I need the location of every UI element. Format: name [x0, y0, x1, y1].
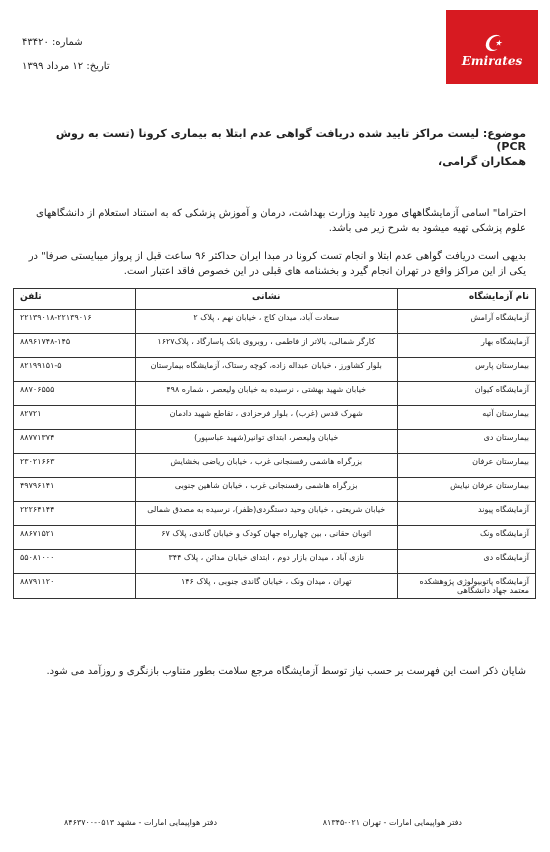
table-row: [14, 406, 536, 430]
lab-name: آزمایشگاه کیوان: [397, 382, 535, 406]
table-row: [14, 478, 536, 502]
table-row: [14, 334, 536, 358]
lab-name: بیمارستان دی: [397, 430, 535, 454]
lab-name: بیمارستان عرفان: [397, 454, 535, 478]
lab-phone: ۸۲۷۲۱: [14, 406, 136, 430]
letter-number: شماره: ۴۳۴۲۰: [22, 37, 83, 48]
lab-phone: ۲۳۰۲۱۶۶۳: [14, 454, 136, 478]
lab-name: بیمارستان آتیه: [397, 406, 535, 430]
lab-address: شهرک قدس (غرب) ، بلوار فرحزادی ، تقاطع شهید دادمان: [135, 406, 397, 430]
lab-phone: ۸۸۶۷۱۵۲۱: [14, 526, 136, 550]
table-row: [14, 550, 536, 574]
table-row: [14, 382, 536, 406]
letter-date: تاریخ: ۱۲ مرداد ۱۳۹۹: [22, 61, 110, 72]
lab-name: آزمایشگاه دی: [397, 550, 535, 574]
lab-address: بزرگراه هاشمی رفسنجانی غرب ، خیابان ریاضی بخشایش: [135, 454, 397, 478]
lab-name: آزمایشگاه بهار: [397, 334, 535, 358]
lab-name: بیمارستان عرفان نیایش: [397, 478, 535, 502]
letter-subject: موضوع: لیست مراکز تایید شده دریافت گواهی عدم ابتلا به بیماری کرونا (تست به روش PCR): [55, 127, 526, 153]
lab-phone: ۸۸۷۷۱۳۷۴: [14, 430, 136, 454]
lab-name: آزمایشگاه پاتوبیولوژی پژوهشکده معتمد جهاد دانشگاهی: [397, 574, 535, 599]
letter-greeting: همکاران گرامی،: [438, 155, 526, 168]
table-row: [14, 358, 536, 382]
table-header-row: [14, 289, 536, 310]
lab-name: آزمایشگاه ونک: [397, 526, 535, 550]
paragraph-requirements: بدیهی است دریافت گواهی عدم ابتلا و انجام تست کرونا در مبدا ایران حداکثر ۹۶ ساعت قبل از پرواز میبایستی صرفا" در یکی از این مراکز واقع در تهران انجام گیرد و بخشنامه های قبلی در این خصوص فاقد اعتبار است.: [28, 251, 526, 277]
column-header-phone: تلفن: [14, 289, 136, 310]
footer-tehran-office: دفتر هواپیمایی امارات - تهران ۰۲۱-۸۱۳۴۵: [322, 818, 462, 827]
column-header-name: نام آزمایشگاه: [397, 289, 535, 310]
paragraph-intro: احتراما" اسامی آزمایشگاههای مورد تایید وزارت بهداشت، درمان و آموزش پزشکی که به استناد استعلام از دانشگاههای علوم پزشکی تهیه میشود به شرح زیر می باشد.: [36, 208, 526, 234]
table-row: [14, 310, 536, 334]
lab-address: سعادت آباد، میدان کاج ، خیابان نهم ، پلاک ۲: [135, 310, 397, 334]
lab-phone: ۲۲۲۶۴۱۴۴: [14, 502, 136, 526]
lab-phone: ۴۹۷۹۶۱۴۱: [14, 478, 136, 502]
lab-name: بیمارستان پارس: [397, 358, 535, 382]
lab-phone: ۸۸۷۰۶۵۵۵: [14, 382, 136, 406]
table-row: [14, 502, 536, 526]
review-note: شایان ذکر است این فهرست بر حسب نیاز توسط آزمایشگاه مرجع سلامت بطور متناوب بازنگری و روزآمد می شود.: [46, 666, 526, 677]
lab-phone: ۸۸۷۹۱۱۲۰: [14, 574, 136, 599]
footer-mashhad-office: دفتر هواپیمایی امارات - مشهد ۰۵۱۳-۸۴۶۳۷۰۰: [64, 818, 218, 827]
lab-address: کارگر شمالی، بالاتر از فاطمی ، روبروی بانک پاسارگاد ، پلاک۱۶۲۷: [135, 334, 397, 358]
lab-address: خیابان شهید بهشتی ، نرسیده به خیابان ولیعصر ، شماره ۴۹۸: [135, 382, 397, 406]
table-row: [14, 574, 536, 599]
lab-address: خیابان شریعتی ، خیابان وحید دستگردی(ظفر)، نرسیده به مصدق شمالی: [135, 502, 397, 526]
table-row: [14, 430, 536, 454]
table-row: [14, 526, 536, 550]
lab-address: خیابان ولیعصر، ابتدای توانیر(شهید عباسپور): [135, 430, 397, 454]
labs-table: [13, 288, 536, 599]
lab-address: تهران ، میدان ونک ، خیابان گاندی جنوبی ، پلاک ۱۴۶: [135, 574, 397, 599]
lab-phone: ۵۵۰۸۱۰۰۰: [14, 550, 136, 574]
lab-phone: ۸۸۹۶۱۷۴۸-۱۴۵: [14, 334, 136, 358]
lab-phone: ۲۲۱۳۹۰۱۸-۲۲۱۳۹۰۱۶: [14, 310, 136, 334]
table-row: [14, 454, 536, 478]
lab-name: آزمایشگاه آرامش: [397, 310, 535, 334]
lab-name: آزمایشگاه پیوند: [397, 502, 535, 526]
lab-address: بلوار کشاورز ، خیابان عبداله زاده، کوچه رستاک، آزمایشگاه بیمارستان: [135, 358, 397, 382]
lab-address: نازی آباد ، میدان بازار دوم ، ابتدای خیابان مدائن ، پلاک ۳۴۴: [135, 550, 397, 574]
logo-wordmark: Emirates: [461, 54, 523, 68]
column-header-address: نشانی: [135, 289, 397, 310]
lab-phone: ۸۲۱۹۹۱۵۱-۵: [14, 358, 136, 382]
lab-address: بزرگراه هاشمی رفسنجانی غرب ، خیابان شاهین جنوبی: [135, 478, 397, 502]
lab-address: اتوبان حقانی ، بین چهارراه جهان کودک و خیابان گاندی، پلاک ۶۷: [135, 526, 397, 550]
emirates-logo: [446, 10, 538, 84]
emirates-calligraphy-icon: ☪: [482, 32, 502, 57]
